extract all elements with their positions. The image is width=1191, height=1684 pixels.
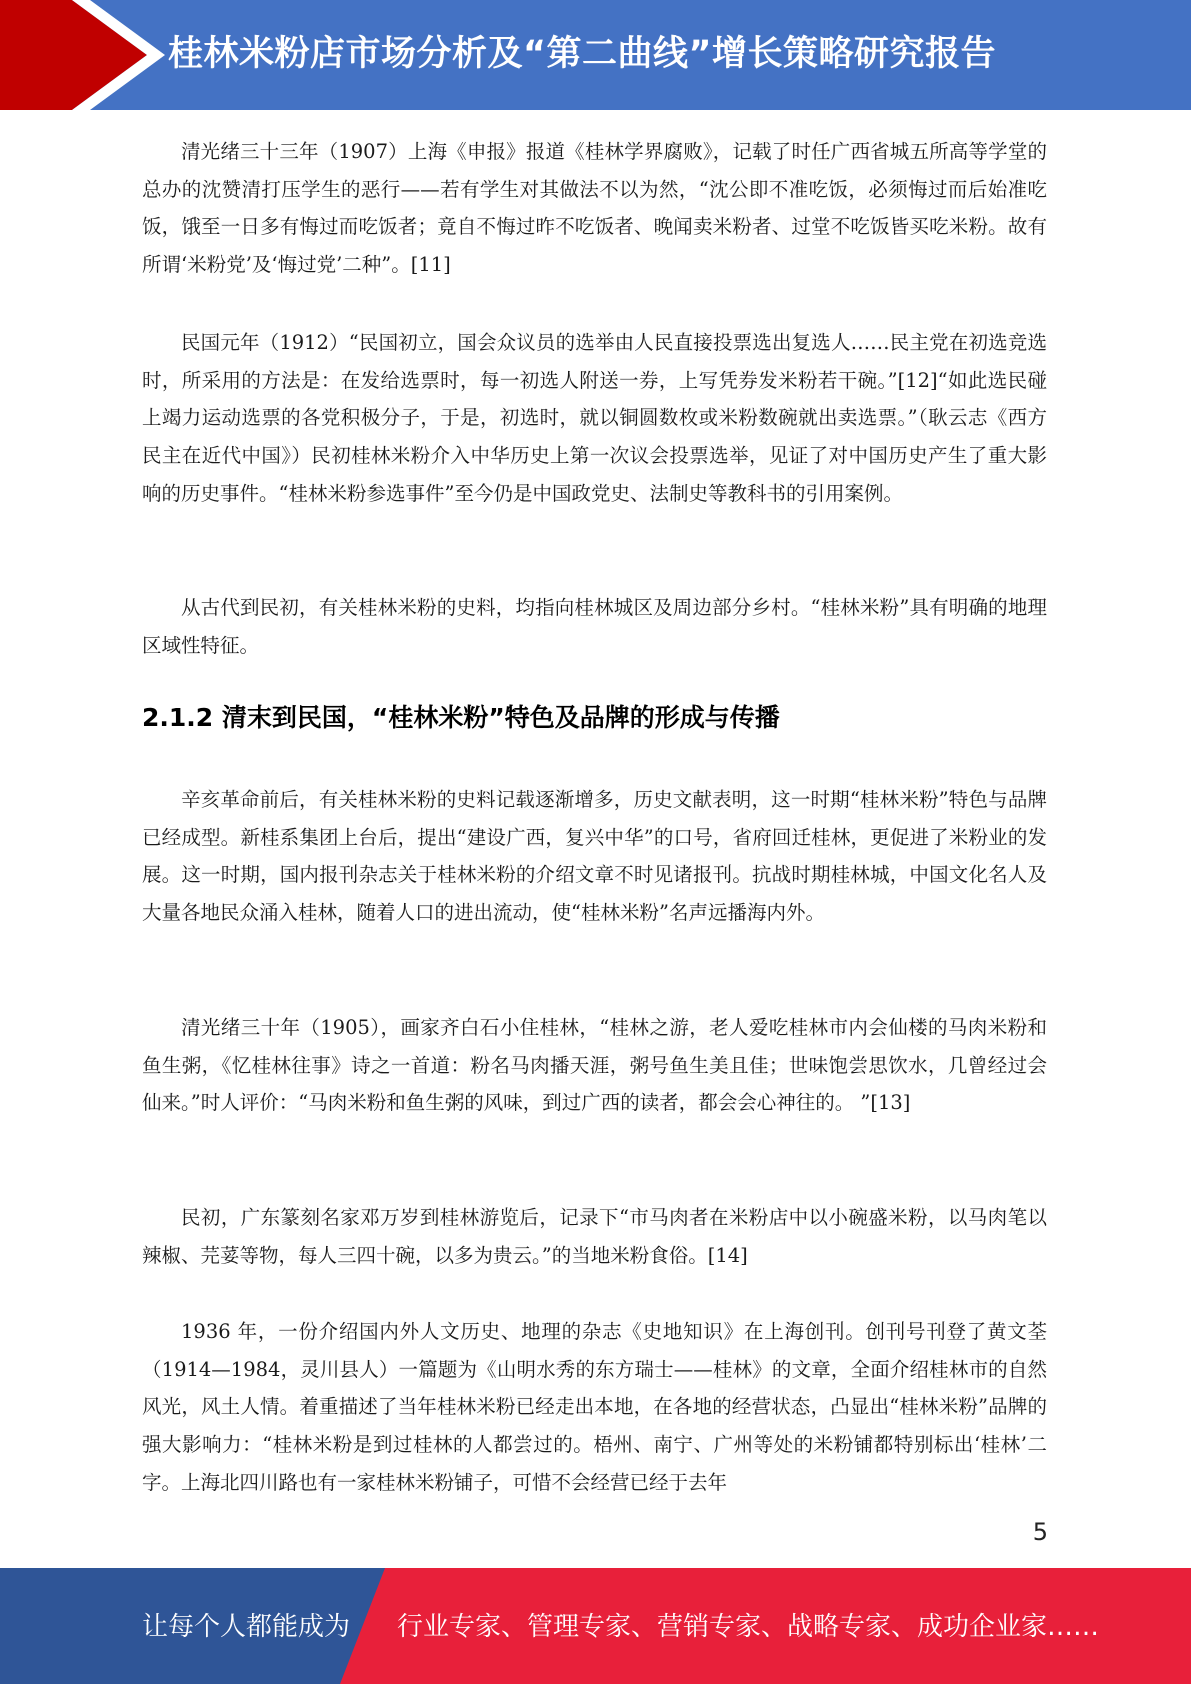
page-header — [0, 0, 1191, 110]
paragraph-deng-wansui: 民初，广东篆刻名家邓万岁到桂林游览后，记录下“市马肉者在米粉店中以小碗盛米粉，以马肉笔以辣椒、芫荽等物，每人三四十碗，以多为贵云。”的当地米粉食俗。[14] — [142, 1206, 1047, 1267]
paragraph-brand-formation: 辛亥革命前后，有关桂林米粉的史料记载逐渐增多，历史文献表明，这一时期“桂林米粉”特色与品牌已经成型。新桂系集团上台后，提出“建设广西，复兴中华”的口号，省府回迁桂林，更促进了米粉业的发展。这一时期，国内报刊杂志关于桂林米粉的介绍文章不时见诸报刊。抗战时期桂林城，中国文化名人及大量各地民众涌入桂林，随着人口的进出流动，使“桂林米粉”名声远播海内外。 — [142, 788, 1047, 925]
paragraph-shenbao-report: 清光绪三十三年（1907）上海《申报》报道《桂林学界腐败》，记载了时任广西省城五所高等学堂的总办的沈赞清打压学生的恶行——若有学生对其做法不以为然，“沈公即不准吃饭，必须悔过而后始准吃饭，饿至一日多有悔过而吃饭者；竟自不悔过昨不吃饭者、晚闻卖米粉者、过堂不吃饭皆买吃米粉。故有所谓‘米粉党’及‘悔过党’二种”。[11] — [142, 140, 1047, 277]
paragraph-qi-baishi: 清光绪三十年（1905），画家齐白石小住桂林，“桂林之游，老人爱吃桂林市内会仙楼的马肉米粉和鱼生粥，《忆桂林往事》诗之一首道：粉名马肉播天涯，粥号鱼生美且佳；世味饱尝思饮水，几曾经过会仙来。”时人评价：“马肉米粉和鱼生粥的风味，到过广西的读者，都会会心神往的。 ”[13] — [142, 1016, 1047, 1115]
report-title: 桂林米粉店市场分析及“第二曲线”增长策略研究报告 — [168, 34, 997, 74]
paragraph-geographic-feature: 从古代到民初，有关桂林米粉的史料，均指向桂林城区及周边部分乡村。“桂林米粉”具有明确的地理区域性特征。 — [142, 596, 1047, 657]
paragraph-election-1912: 民国元年（1912）“民国初立，国会众议员的选举由人民直接投票选出复选人……民主党在初选竞选时，所采用的方法是：在发给选票时，每一初选人附送一券，上写凭券发米粉若干碗。”[12]“如此选民碰上竭力运动选票的各党积极分子，于是，初选时，就以铜圆数枚或米粉数碗就出卖选票。”（耿云志《西方民主在近代中国》）民初桂林米粉介入中华历史上第一次议会投票选举，见证了对中国历史产生了重大影响的历史事件。“桂林米粉参选事件”至今仍是中国政党史、法制史等教科书的引用案例。 — [142, 331, 1047, 505]
page-footer — [0, 1568, 1191, 1684]
section-heading-2-1-2: 2.1.2 清末到民国，“桂林米粉”特色及品牌的形成与传播 — [142, 703, 780, 732]
page-number: 5 — [1032, 1518, 1048, 1546]
footer-slogan-left: 让每个人都能成为 — [142, 1612, 351, 1642]
footer-slogan-right: 行业专家、管理专家、营销专家、战略专家、成功企业家…… — [397, 1612, 1100, 1642]
paragraph-shidi-zhishi: 1936 年，一份介绍国内外人文历史、地理的杂志《史地知识》在上海创刊。创刊号刊登了黄文荃（1914—1984，灵川县人）一篇题为《山明水秀的东方瑞士——桂林》的文章，全面介绍桂林市的自然风光，风土人情。着重描述了当年桂林米粉已经走出本地，在各地的经营状态，凸显出“桂林米粉”品牌的强大影响力：“桂林米粉是到过桂林的人都尝过的。梧州、南宁、广州等处的米粉铺都特别标出‘桂林’二字。上海北四川路也有一家桂林米粉铺子，可惜不会经营已经于去年 — [142, 1320, 1047, 1494]
